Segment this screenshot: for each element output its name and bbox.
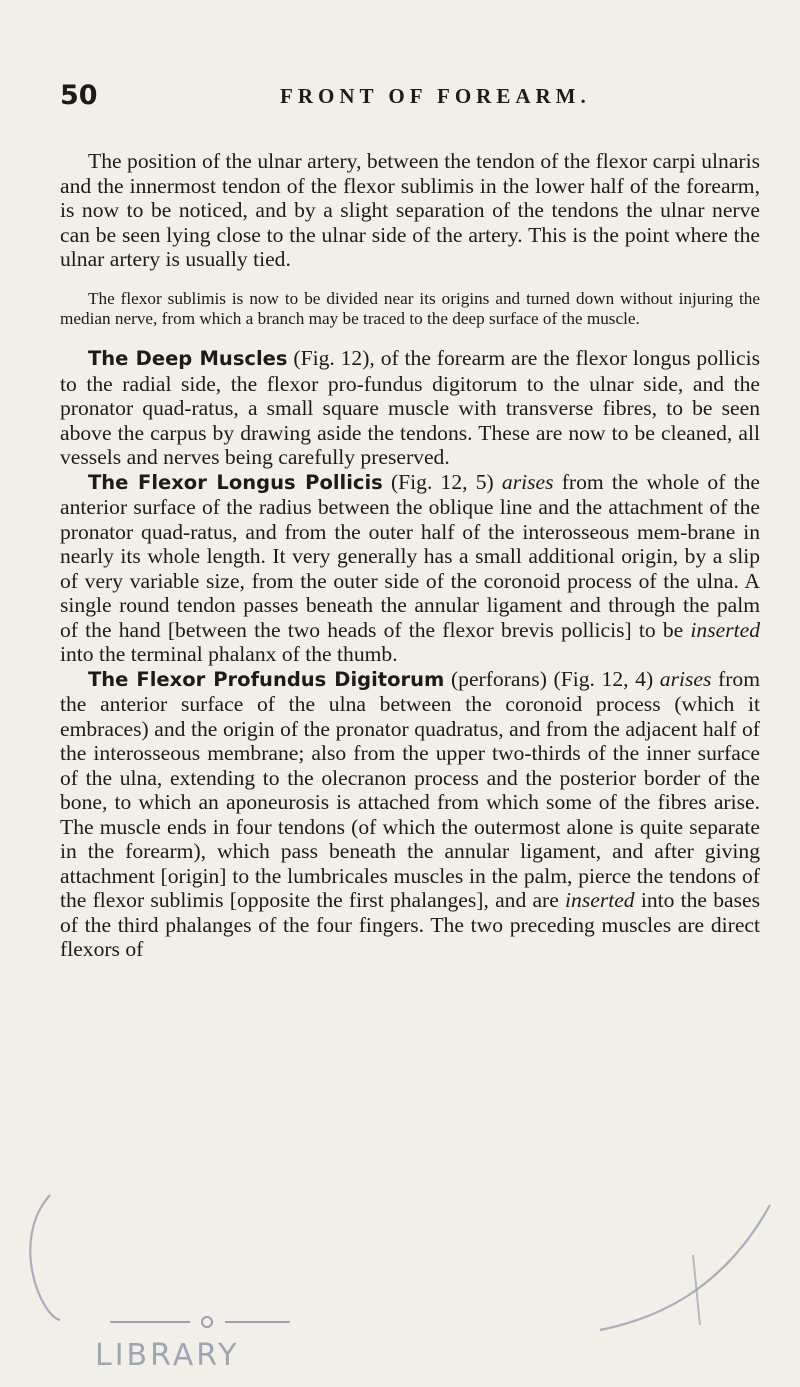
emphasis-arises: arises [659,666,712,691]
body-text [60,149,760,962]
paragraph-deep-muscles [60,346,760,470]
emphasis-inserted: inserted [690,617,760,642]
text-segment: from the anterior surface of the ulna between the coronoid process (which it embraces) and the origin of the pronator quadratus, and from the adjacent half of the interosseous membrane; also from the upper two-thirds of the inner surface of the ulna, extending to the olecranon process and the posterior border of the bone, to which an aponeurosis is attached from which some of the fibres arise. The muscle ends in four tendons (of which the outermost alone is quite separate in the forearm), which pass beneath the annular ligament, and after giving attachment [origin] to the lumbricales muscles in the palm, pierce the tendons of the flexor sublimis [opposite the first phalanges], and are [60,666,760,913]
running-title: FRONT OF FOREARM. [280,84,591,108]
heading-flexor-longus-pollicis: The Flexor Longus Pollicis [88,470,383,494]
paragraph-deep-muscles-text: (Fig. 12), of the forearm are the flexor longus pollicis to the radial side, the flexor pro-fundus digitorum to the ulnar side, and the pronator quad-ratus, a small square muscle with transverse fibres, to be seen above the carpus by drawing aside the tendons. These are now to be cleaned, all vessels and nerves being carefully preserved. [60,346,760,470]
library-stamp [0,1145,800,1387]
paragraph-flexor-profundus-digitorum [60,667,760,962]
emphasis-arises: arises [501,469,554,494]
stamp-tick [693,1255,700,1325]
stamp-ornament-dot [202,1317,212,1327]
running-head [60,80,760,120]
emphasis-inserted: inserted [565,888,635,913]
paragraph-flexor-sublimis-note: The flexor sublimis is now to be divided near its origins and turned down without injuring the median nerve, from which a branch may be traced to the deep surface of the muscle. [60,288,760,328]
text-segment: (Fig. 12, 5) [382,469,502,494]
stamp-text: LIBRARY [95,1338,240,1373]
text-segment: into the terminal phalanx of the thumb. [60,642,398,667]
text-segment: from the whole of the anterior surface of the radius between the oblique line and the attachment of the pronator quad-ratus, and from the outer half of the interosseous mem-brane in nearly its whole length. It very generally has a small additional origin, by a slip of very variable size, from the outer side of the coronoid process of the ulna. A single round tendon passes beneath the annular ligament and through the palm of the hand [between the two heads of the flexor brevis pollicis] to be [60,469,761,642]
heading-flexor-profundus-digitorum: The Flexor Profundus Digitorum [88,667,445,691]
page-number: 50 [60,80,98,111]
text-segment: (perforans) (Fig. 12, 4) [444,666,660,691]
heading-deep-muscles: The Deep Muscles [88,347,288,371]
stamp-arc [30,1195,770,1330]
paragraph-flexor-longus-pollicis [60,470,760,667]
text-segment: into the bases of the third phalanges of the four fingers. The two preceding muscles are direct flexors of [60,888,760,962]
paragraph-ulnar-artery: The position of the ulnar artery, between the tendon of the flexor carpi ulnaris and the innermost tendon of the flexor sublimis in the lower half of the forearm, is now to be noticed, and by a slight separation of the tendons the ulnar nerve can be seen lying close to the ulnar side of the artery. This is the point where the ulnar artery is usually tied. [60,149,760,271]
